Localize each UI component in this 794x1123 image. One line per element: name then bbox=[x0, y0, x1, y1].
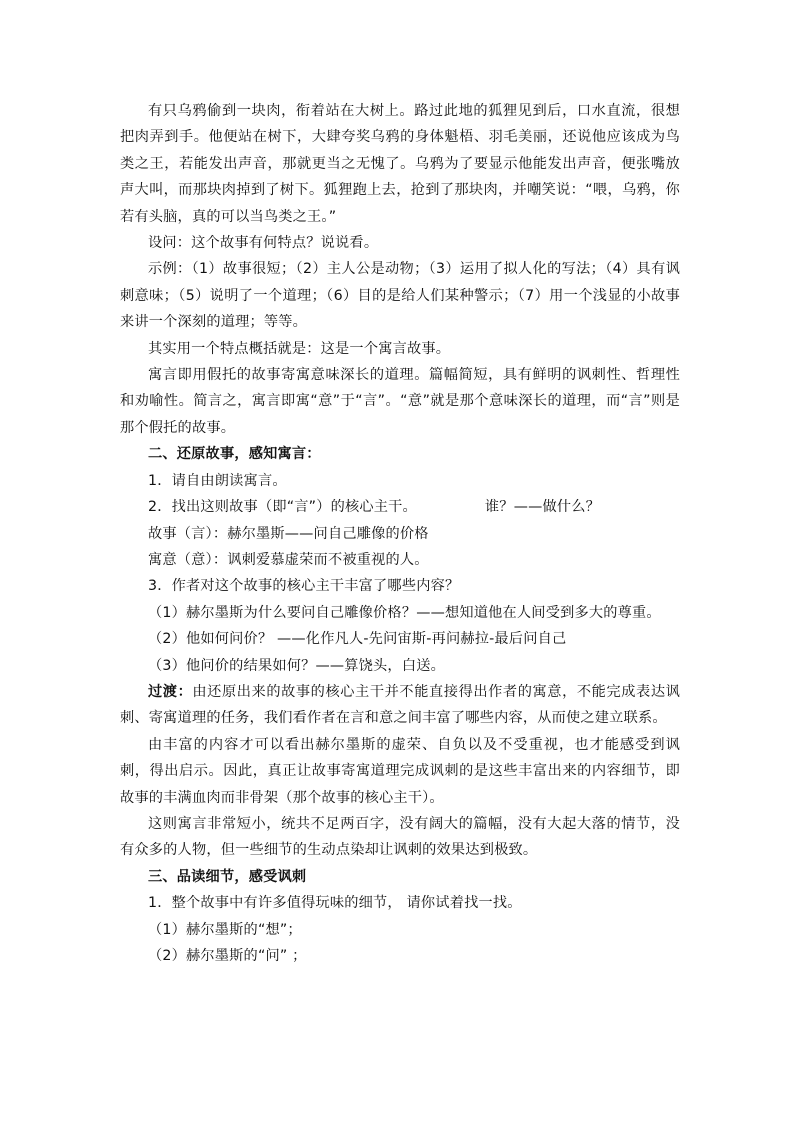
paragraph-example: 示例：（1）故事很短；（2）主人公是动物；（3）运用了拟人化的写法；（4）具有讽刺意味；（5）说明了一个道理；（6）目的是给人们某种警示；（7）用一个浅显的小故事来讲一个深刻的道理；等等。 bbox=[120, 261, 680, 331]
sub-item-how-ask: （2）他如何问价？ ——化作凡人-先问宙斯-再问赫拉-最后问自己 bbox=[148, 631, 567, 648]
core-trunk-prompt: 谁？——做什么？ bbox=[484, 499, 601, 516]
section-heading-2: 二、还原故事，感知寓言： bbox=[148, 446, 321, 463]
paragraph-fable-definition: 寓言即用假托的故事寄寓意味深长的道理。篇幅简短，具有鲜明的讽刺性、哲理性和劝喻性。简言之，寓言即寓“意”于“言”。“意”就是那个意味深长的道理，而“言”则是那个假托的故事。 bbox=[120, 367, 680, 436]
paragraph-short-fable: 这则寓言非常短小，统共不足两百字，没有阔大的篇幅，没有大起大落的情节，没有众多的人物，但一些细节的生动点染却让讽刺的效果达到极致。 bbox=[120, 815, 680, 859]
section-heading-3: 三、品读细节，感受讽刺 bbox=[148, 868, 307, 885]
document-page bbox=[120, 98, 680, 969]
paragraph-enriched-details: 由丰富的内容才可以看出赫尔墨斯的虚荣、自负以及不受重视，也才能感受到讽刺，得出启示。因此，真正让故事寄寓道理完成讽刺的是这些丰富出来的内容细节，即故事的丰满血肉而非骨架（那个故事的核心主干）。 bbox=[120, 736, 680, 806]
paragraph-transition bbox=[120, 679, 680, 732]
paragraph-question: 设问：这个故事有何特点？说说看。 bbox=[148, 235, 379, 252]
list-item-read-aloud: 1．请自由朗读寓言。 bbox=[148, 472, 287, 489]
paragraph-story-yan: 故事（言）：赫尔墨斯——问自己雕像的价格 bbox=[148, 525, 429, 542]
core-trunk-text: 2．找出这则故事（即“言”）的核心主干。 bbox=[148, 499, 417, 516]
sub-item-result: （3）他问价的结果如何？——算饶头，白送。 bbox=[148, 657, 445, 674]
list-item-core-trunk bbox=[120, 494, 680, 520]
sub-item-why-ask: （1）赫尔墨斯为什么要问自己雕像价格？——想知道他在人间受到多大的尊重。 bbox=[148, 604, 661, 621]
paragraph-moral-yi: 寓意（意）：讽刺爱慕虚荣而不被重视的人。 bbox=[148, 551, 429, 568]
transition-text: 由还原出来的故事的核心主干并不能直接得出作者的寓意，不能完成表达讽刺、寄寓道理的任务，我们看作者在言和意之间丰富了哪些内容，从而使之建立联系。 bbox=[120, 683, 680, 727]
list-item-find-details: 1．整个故事中有许多值得玩味的细节， 请你试着找一找。 bbox=[148, 895, 522, 912]
paragraph-crow-fox-story: 有只乌鸦偷到一块肉，衔着站在大树上。路过此地的狐狸见到后，口水直流，很想把肉弄到手。他便站在树下，大肆夸奖乌鸦的身体魁梧、羽毛美丽，还说他应该成为鸟类之王，若能发出声音，那就更当之无愧了。乌鸦为了要显示他能发出声音，便张嘴放声大叫，而那块肉掉到了树下。狐狸跑上去，抢到了那块肉，并嘲笑说：“喂，乌鸦，你若有头脑，真的可以当鸟类之王。” bbox=[120, 103, 680, 225]
sub-item-ask: （2）赫尔墨斯的“问” ； bbox=[148, 948, 307, 964]
list-item-enriched-content: 3．作者对这个故事的核心主干丰富了哪些内容？ bbox=[148, 578, 460, 595]
paragraph-summary: 其实用一个特点概括就是：这是一个寓言故事。 bbox=[148, 340, 451, 357]
sub-item-think: （1）赫尔墨斯的“想”； bbox=[148, 921, 302, 938]
transition-label: 过渡： bbox=[148, 683, 193, 700]
